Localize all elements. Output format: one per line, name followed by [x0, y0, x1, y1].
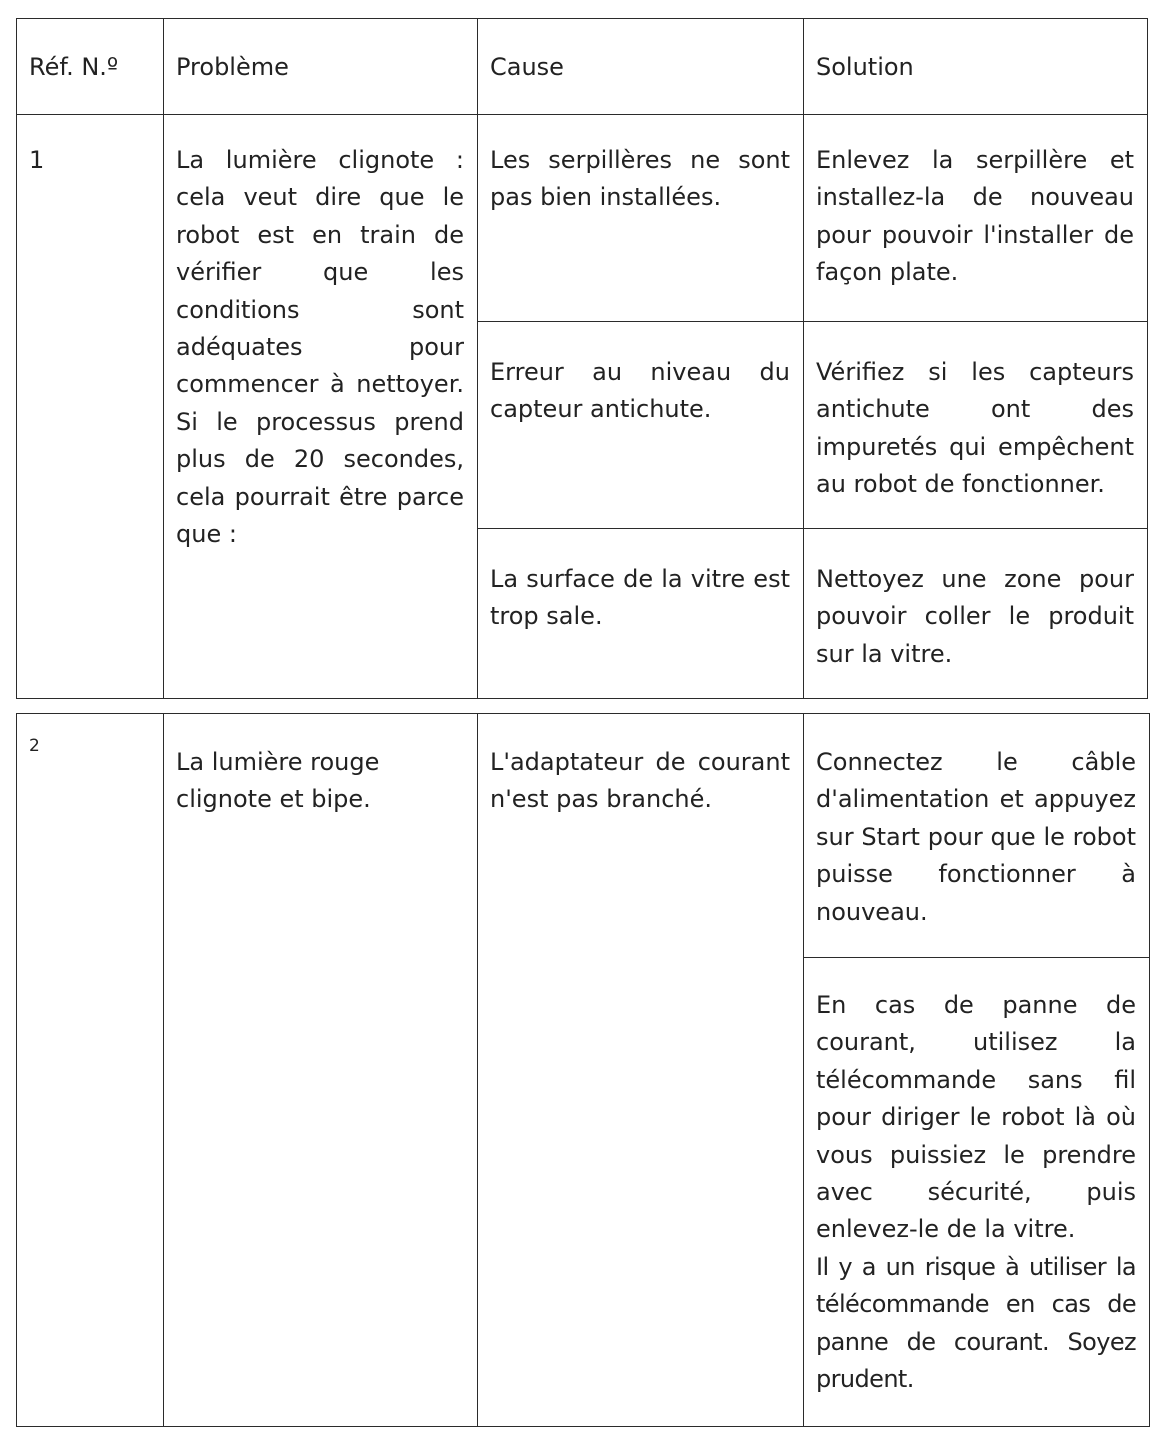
problem-cell: La lumière clignote : cela veut dire que le robot est en train de vérifier que les conditions sont adéquates pour commencer à nettoyer. Si le processus prend plus de 20 secondes, cela pourrait être parce que :	[164, 115, 478, 699]
ref-cell: 1	[17, 115, 164, 699]
header-row	[17, 19, 1148, 115]
troubleshooting-table-1	[16, 18, 1148, 699]
cause-cell: Les serpillères ne sont pas bien installées.	[478, 115, 804, 322]
header-problem: Problème	[164, 19, 478, 115]
table-row	[17, 714, 1150, 958]
solution-cell: Enlevez la serpillère et installez-la de nouveau pour pouvoir l'installer de façon plate.	[804, 115, 1148, 322]
solution-cell: Nettoyez une zone pour pouvoir coller le produit sur la vitre.	[804, 529, 1148, 699]
problem-cell	[164, 714, 478, 1427]
solution-cell: Connectez le câble d'alimentation et appuyez sur Start pour que le robot puisse fonctionner à nouveau.	[804, 714, 1150, 958]
header-ref: Réf. N.º	[17, 19, 164, 115]
solution-note: Il y a un risque à utiliser la télécommande en cas de panne de courant. Soyez prudent.	[816, 1252, 1136, 1394]
problem-text: La lumière rouge clignote et bipe.	[176, 748, 380, 814]
ref-cell: 2	[17, 714, 164, 1427]
solution-cell	[804, 958, 1150, 1427]
cause-cell: La surface de la vitre est trop sale.	[478, 529, 804, 699]
troubleshooting-table-2	[16, 713, 1150, 1427]
cause-cell: Erreur au niveau du capteur antichute.	[478, 322, 804, 529]
header-cause: Cause	[478, 19, 804, 115]
solution-cell: Vérifiez si les capteurs antichute ont des impuretés qui empêchent au robot de fonctionner.	[804, 322, 1148, 529]
header-solution: Solution	[804, 19, 1148, 115]
cause-cell: L'adaptateur de courant n'est pas branché.	[478, 714, 804, 1427]
solution-text: En cas de panne de courant, utilisez la télécommande sans fil pour diriger le robot là où vous puissiez le prendre avec sécurité, puis enlevez-le de la vitre.	[816, 991, 1136, 1244]
table-row	[17, 115, 1148, 322]
